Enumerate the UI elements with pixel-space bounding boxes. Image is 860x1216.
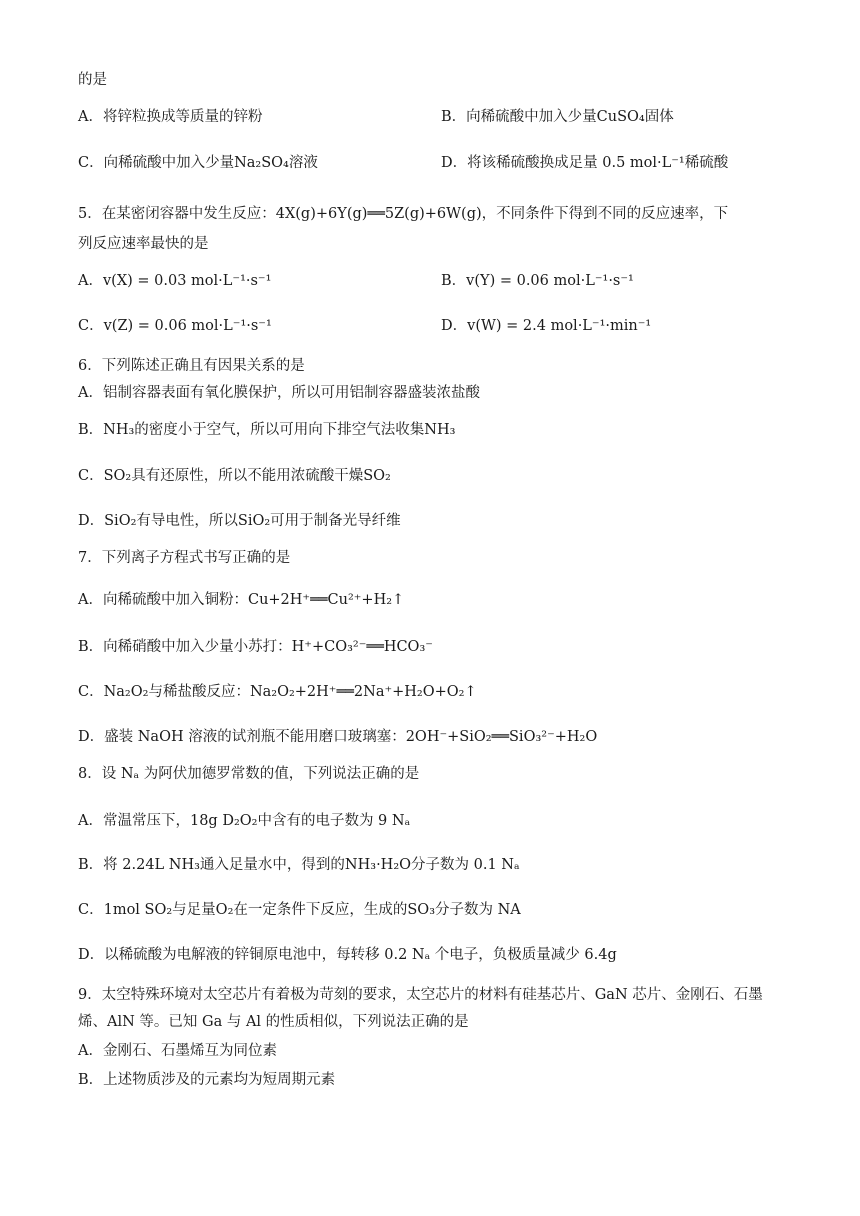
option-c: C．向稀硫酸中加入少量Na₂SO₄溶液	[78, 155, 318, 171]
option-a: A．向稀硫酸中加入铜粉：Cu+2H⁺══Cu²⁺+H₂↑	[78, 592, 405, 608]
option-d: D．以稀硫酸为电解液的锌铜原电池中，每转移 0.2 Nₐ 个电子，负极质量减少 6.4g	[78, 947, 617, 963]
option-d: D．将该稀硫酸换成足量 0.5 mol·L⁻¹稀硫酸	[441, 155, 729, 171]
question-5: 5．在某密闭容器中发生反应：4X(g)+6Y(g)══5Z(g)+6W(g)，不同条件下得到不同的反应速率，下	[78, 206, 729, 222]
option-c: C．Na₂O₂与稀盐酸反应：Na₂O₂+2H⁺══2Na⁺+H₂O+O₂↑	[78, 684, 477, 700]
option-b: B．NH₃的密度小于空气，所以可用向下排空气法收集NH₃	[78, 422, 456, 438]
question-8: 8．设 Nₐ 为阿伏加德罗常数的值，下列说法正确的是	[78, 766, 420, 782]
text-line: 烯、AlN 等。已知 Ga 与 Al 的性质相似，下列说法正确的是	[78, 1014, 469, 1030]
question-6: 6．下列陈述正确且有因果关系的是	[78, 358, 305, 374]
option-d: D．盛装 NaOH 溶液的试剂瓶不能用磨口玻璃塞：2OH⁻+SiO₂══SiO₃²⁻+H₂O	[78, 729, 598, 745]
question-9: 9．太空特殊环境对太空芯片有着极为苛刻的要求，太空芯片的材料有硅基芯片、GaN 芯片、金刚石、石墨	[78, 987, 763, 1003]
option-a: A．将锌粒换成等质量的锌粉	[78, 109, 263, 125]
question-7: 7．下列离子方程式书写正确的是	[78, 550, 291, 566]
option-a: A．v(X) = 0.03 mol·L⁻¹·s⁻¹	[78, 273, 272, 289]
option-c: C．1mol SO₂与足量O₂在一定条件下反应，生成的SO₃分子数为 NA	[78, 902, 521, 918]
option-d: D．v(W) = 2.4 mol·L⁻¹·min⁻¹	[441, 318, 652, 334]
option-c: C．SO₂具有还原性，所以不能用浓硫酸干燥SO₂	[78, 468, 391, 484]
option-b: B．向稀硝酸中加入少量小苏打：H⁺+CO₃²⁻══HCO₃⁻	[78, 639, 433, 655]
option-c: C．v(Z) = 0.06 mol·L⁻¹·s⁻¹	[78, 318, 272, 334]
option-b: B．向稀硫酸中加入少量CuSO₄固体	[441, 109, 674, 125]
option-a: A．金刚石、石墨烯互为同位素	[78, 1043, 277, 1059]
option-b: B．将 2.24L NH₃通入足量水中，得到的NH₃·H₂O分子数为 0.1 Nₐ	[78, 857, 520, 873]
text-line: 的是	[78, 72, 107, 88]
option-b: B．v(Y) = 0.06 mol·L⁻¹·s⁻¹	[441, 273, 634, 289]
option-a: A．铝制容器表面有氧化膜保护，所以可用铝制容器盛装浓盐酸	[78, 385, 480, 401]
text-line: 列反应速率最快的是	[78, 236, 209, 252]
option-a: A．常温常压下，18g D₂O₂中含有的电子数为 9 Nₐ	[78, 813, 411, 829]
option-d: D．SiO₂有导电性，所以SiO₂可用于制备光导纤维	[78, 513, 401, 529]
option-b: B．上述物质涉及的元素均为短周期元素	[78, 1072, 336, 1088]
